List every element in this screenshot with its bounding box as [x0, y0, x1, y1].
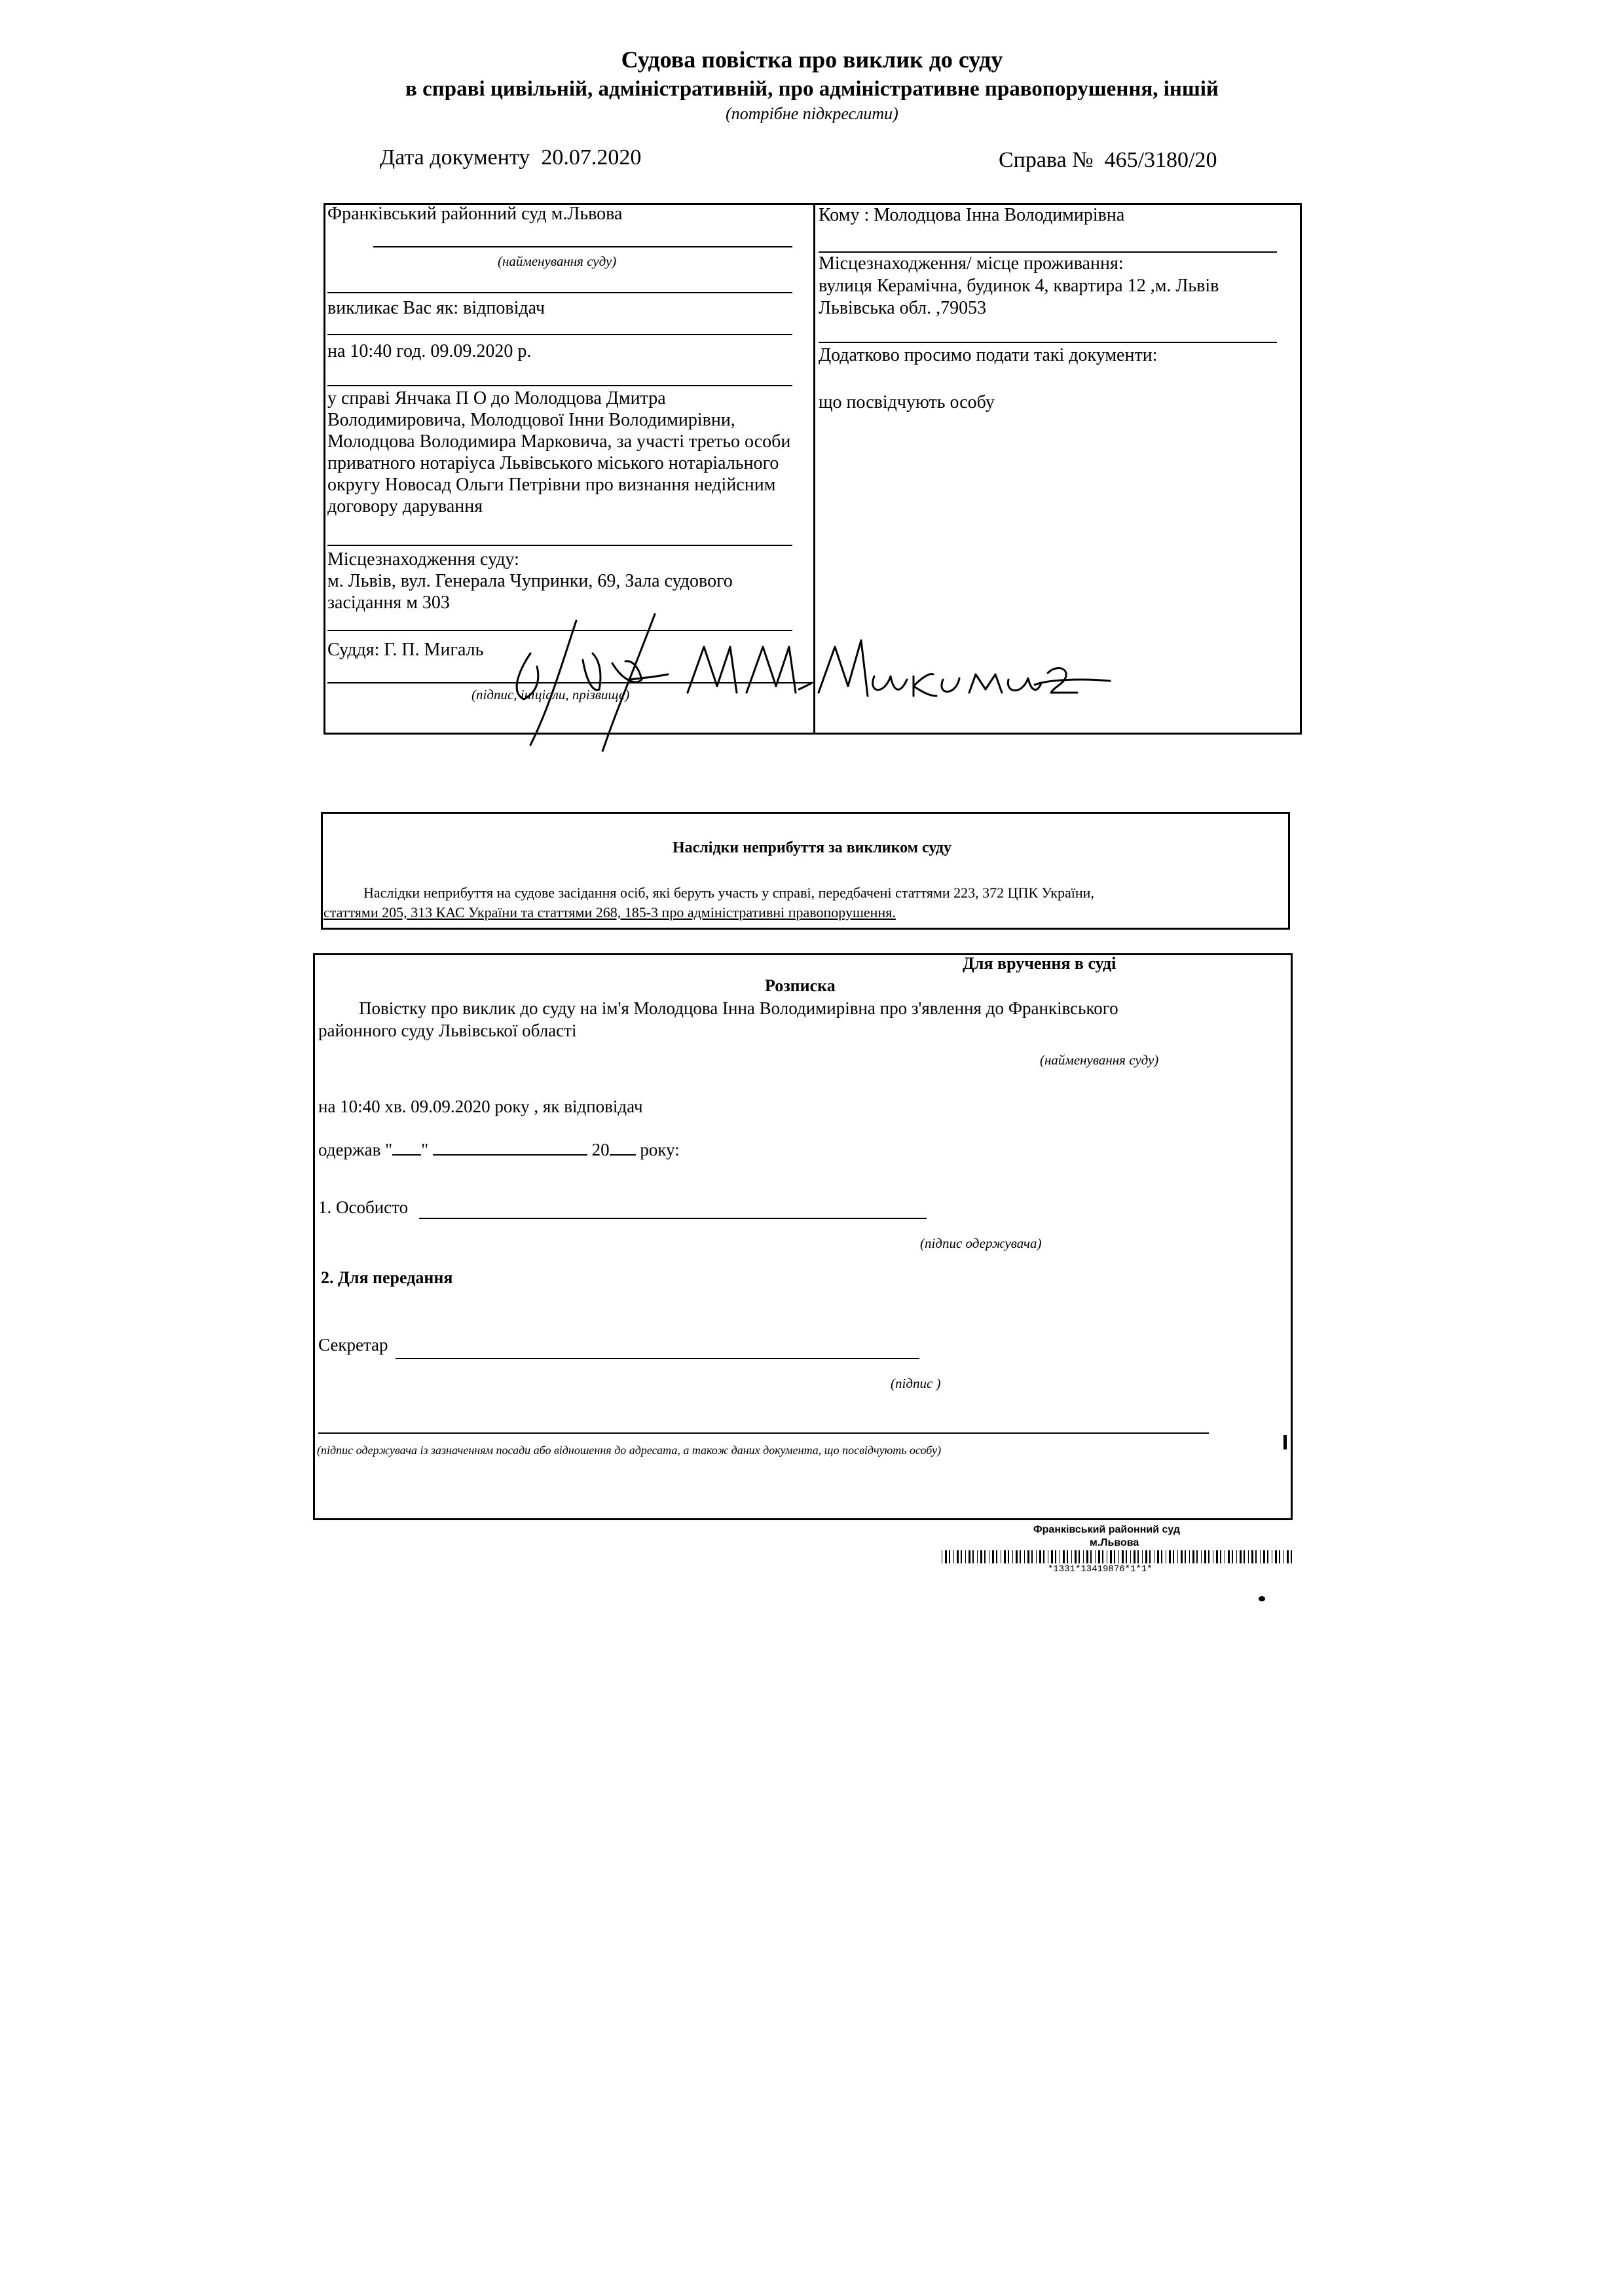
scan-mark: [1283, 1435, 1287, 1449]
divider: [327, 334, 792, 335]
document-date: [380, 145, 641, 170]
divider: [327, 385, 792, 386]
case-desc-line: Володимировича, Молодцової Інни Володимирівни,: [327, 410, 735, 430]
court-name: Франківський районний суд м.Львова: [327, 204, 623, 224]
document-subtitle: в справі цивільній, адміністративній, про адміністративне правопорушення, іншій: [405, 77, 1219, 101]
court-location-line: м. Львів, вул. Генерала Чупринки, 69, Зала судового: [327, 571, 733, 591]
docs-label: Додатково просимо подати такі документи:: [819, 345, 1158, 365]
court-location-line: засідання м 303: [327, 592, 450, 613]
recipient-name: Кому : Молодцова Інна Володимирівна: [819, 205, 1125, 225]
residence-line: Львівська обл. ,79053: [819, 298, 987, 318]
divider: [819, 342, 1277, 343]
date-value: 20.07.2020: [541, 145, 642, 170]
divider: [327, 545, 792, 546]
stamp-court: Франківський районний суд: [1033, 1524, 1181, 1535]
consequences-title: Наслідки неприбуття за викликом суду: [673, 839, 951, 856]
court-name-line: [373, 246, 792, 247]
residence-line: вулиця Керамічна, будинок 4, квартира 12 ,м. Львів: [819, 276, 1219, 296]
recipient-residence: [819, 253, 1219, 319]
received-quote: ": [421, 1140, 429, 1159]
signature-caption: (підпис, ініціали, прізвище): [471, 687, 630, 702]
receipt-text: Повістку про виклик до суду на ім'я Молодцова Інна Володимирівна про з'явлення до Франківського: [359, 998, 1118, 1018]
footer-line: [318, 1432, 1209, 1434]
receipt-text: районного суду Львівської області: [318, 1021, 577, 1040]
received-date: [318, 1140, 680, 1160]
judge-name: Суддя: Г. П. Мигаль: [327, 640, 484, 660]
docs-value: що посвідчують особу: [819, 392, 995, 412]
handwritten-signature: [471, 601, 1113, 752]
case-description: [327, 388, 790, 517]
received-prefix: одержав ": [318, 1140, 393, 1159]
barcode: [942, 1550, 1295, 1565]
scan-mark: [1259, 1596, 1265, 1601]
secretary-signature-caption: (підпис ): [891, 1376, 941, 1391]
receipt-title: Розписка: [765, 976, 836, 995]
received-year: 20: [591, 1140, 610, 1159]
recipient-signature-caption: (підпис одержувача): [920, 1235, 1042, 1251]
consequences-text: статтями 205, 313 КАС України та статтями 268, 185-3 про адміністративні правопорушення.: [323, 904, 896, 920]
barcode-text: *1331*13419876*1*1*: [1048, 1564, 1153, 1575]
summons-role: викликає Вас як: відповідач: [327, 298, 545, 318]
case-desc-line: приватного нотаріуса Львівського міського нотаріального: [327, 453, 779, 473]
personally-sign-line: [419, 1218, 927, 1219]
secretary-label: Секретар: [318, 1335, 388, 1355]
title-note: (потрібне підкреслити): [726, 104, 898, 123]
hearing-time: на 10:40 год. 09.09.2020 р.: [327, 341, 532, 361]
consequences-text: Наслідки неприбуття на судове засідання осіб, які беруть участь у справі, передбачені статтями 223, 372 ЦПК України,: [363, 884, 1094, 901]
secretary-sign-line: [396, 1358, 919, 1359]
case-desc-line: округу Новосад Ольги Петрівни про визнання недійсним: [327, 475, 776, 495]
receipt-court-caption: (найменування суду): [1040, 1052, 1159, 1068]
receipt-time: на 10:40 хв. 09.09.2020 року , як відповідач: [318, 1097, 643, 1116]
personally-label: 1. Особисто: [318, 1197, 409, 1217]
footer-caption: (підпис одержувача із зазначенням посади або відношення до адресата, а також даних документа, що посвідчують особу): [317, 1444, 942, 1457]
case-desc-line: договору дарування: [327, 496, 483, 517]
document-title: Судова повістка про виклик до суду: [621, 46, 1003, 73]
received-suffix: року:: [640, 1140, 680, 1159]
divider: [327, 292, 792, 293]
for-court-label: Для вручення в суді: [963, 954, 1116, 973]
case-value: 465/3180/20: [1104, 148, 1217, 172]
case-number: [999, 148, 1217, 172]
case-desc-line: у справі Янчака П О до Молодцова Дмитра: [327, 388, 666, 409]
case-desc-line: Молодцова Володимира Марковича, за участі третьо особи: [327, 431, 791, 452]
date-label: Дата документу: [380, 145, 530, 170]
court-name-caption: (найменування суду): [498, 253, 617, 269]
transfer-label: 2. Для передання: [321, 1268, 453, 1287]
court-location-label: Місцезнаходження суду:: [327, 549, 519, 570]
stamp-city: м.Львова: [1090, 1537, 1139, 1548]
case-label: Справа №: [999, 148, 1094, 172]
residence-label: Місцезнаходження/ місце проживання:: [819, 253, 1124, 274]
